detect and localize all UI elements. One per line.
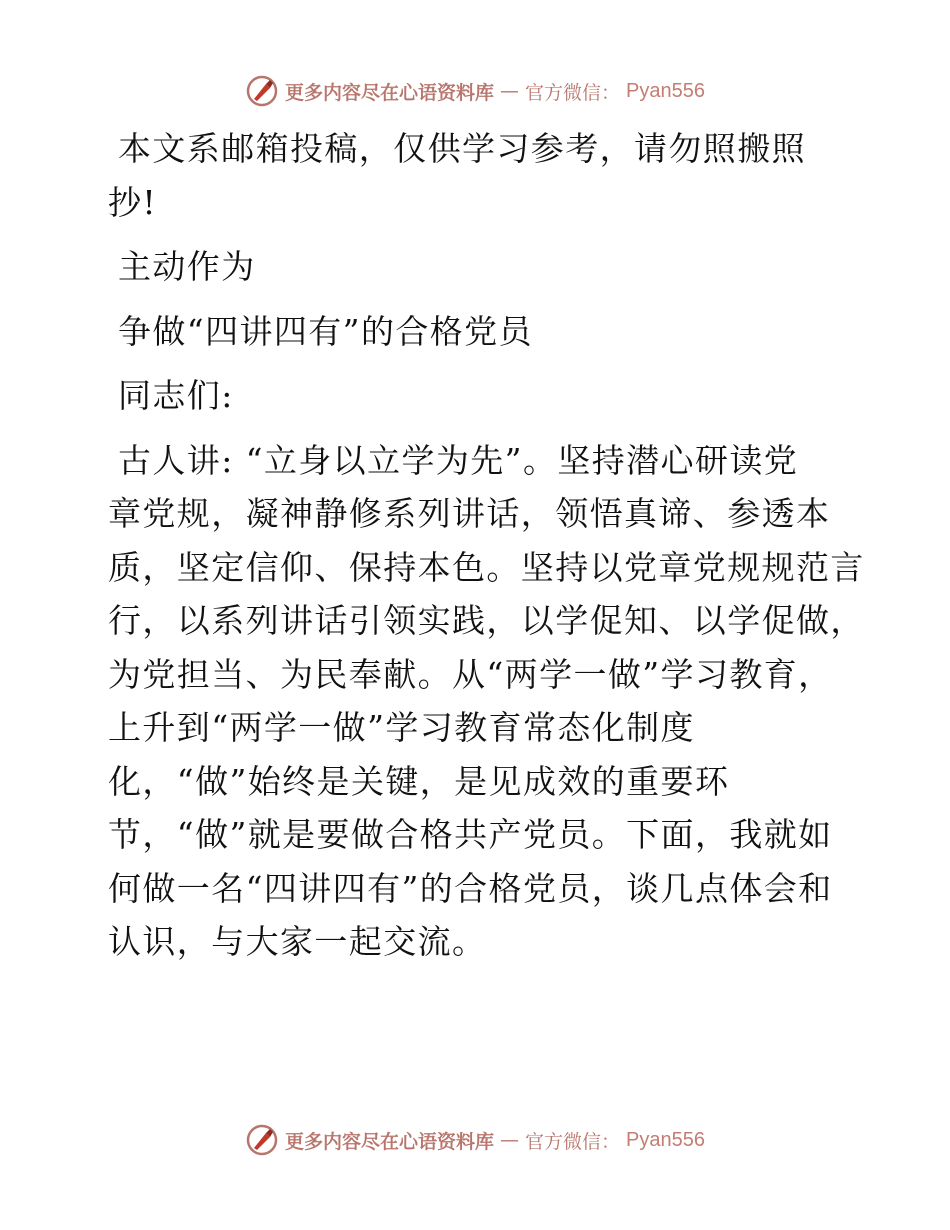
body-line: 为党担当、为民奉献。从“两学一做”学习教育，: [108, 654, 833, 694]
pen-nib-circle-icon: [245, 74, 279, 108]
watermark-wechat-label: 官方微信：: [525, 81, 621, 104]
greeting-line: 同志们:: [118, 376, 234, 415]
pen-nib-circle-icon: [245, 1123, 279, 1157]
body-line: 认识，与大家一起交流。: [108, 922, 487, 961]
body-line: 行，以系列讲话引领实践，以学促知、以学促做，: [108, 601, 865, 640]
body-line: 何做一名“四讲四有”的合格党员，谈几点体会和: [108, 868, 833, 908]
watermark-separator: —: [500, 80, 520, 102]
watermark-footer: [0, 1120, 950, 1160]
body-line: 章党规，凝神静修系列讲话，领悟真谛、参透本: [108, 494, 831, 533]
notice-line: 抄!: [108, 182, 158, 222]
body-line: 质，坚定信仰、保持本色。坚持以党章党规规范言: [108, 547, 865, 587]
body-line: 节，“做”就是要做合格共产党员。下面，我就如: [108, 815, 833, 854]
body-line: 化，“做”始终是关键，是见成效的重要环: [108, 761, 730, 801]
subtitle-paragraph: [98, 305, 858, 359]
notice-paragraph: [98, 122, 858, 229]
subtitle-line: 争做“四讲四有”的合格党员: [118, 311, 533, 351]
watermark-site-text: 更多内容尽在心语资料库: [285, 81, 495, 104]
greeting-paragraph: [98, 369, 858, 423]
body-line: 古人讲: “立身以立学为先”。坚持潜心研读党: [118, 440, 799, 480]
body-paragraph: [98, 434, 865, 969]
body-line: 上升到“两学一做”学习教育常态化制度: [108, 708, 695, 747]
watermark-separator: —: [500, 1129, 520, 1151]
watermark-wechat-label: 官方微信：: [525, 1130, 621, 1153]
watermark-wechat-id: Pyan556: [626, 1128, 705, 1151]
title-paragraph: [98, 240, 858, 294]
document-body: [98, 122, 865, 980]
notice-line: 本文系邮箱投稿，仅供学习参考，请勿照搬照: [118, 129, 806, 168]
watermark-header: [0, 71, 950, 111]
title-line: 主动作为: [118, 247, 256, 286]
watermark-wechat-id: Pyan556: [626, 79, 705, 102]
watermark-site-text: 更多内容尽在心语资料库: [285, 1130, 495, 1153]
